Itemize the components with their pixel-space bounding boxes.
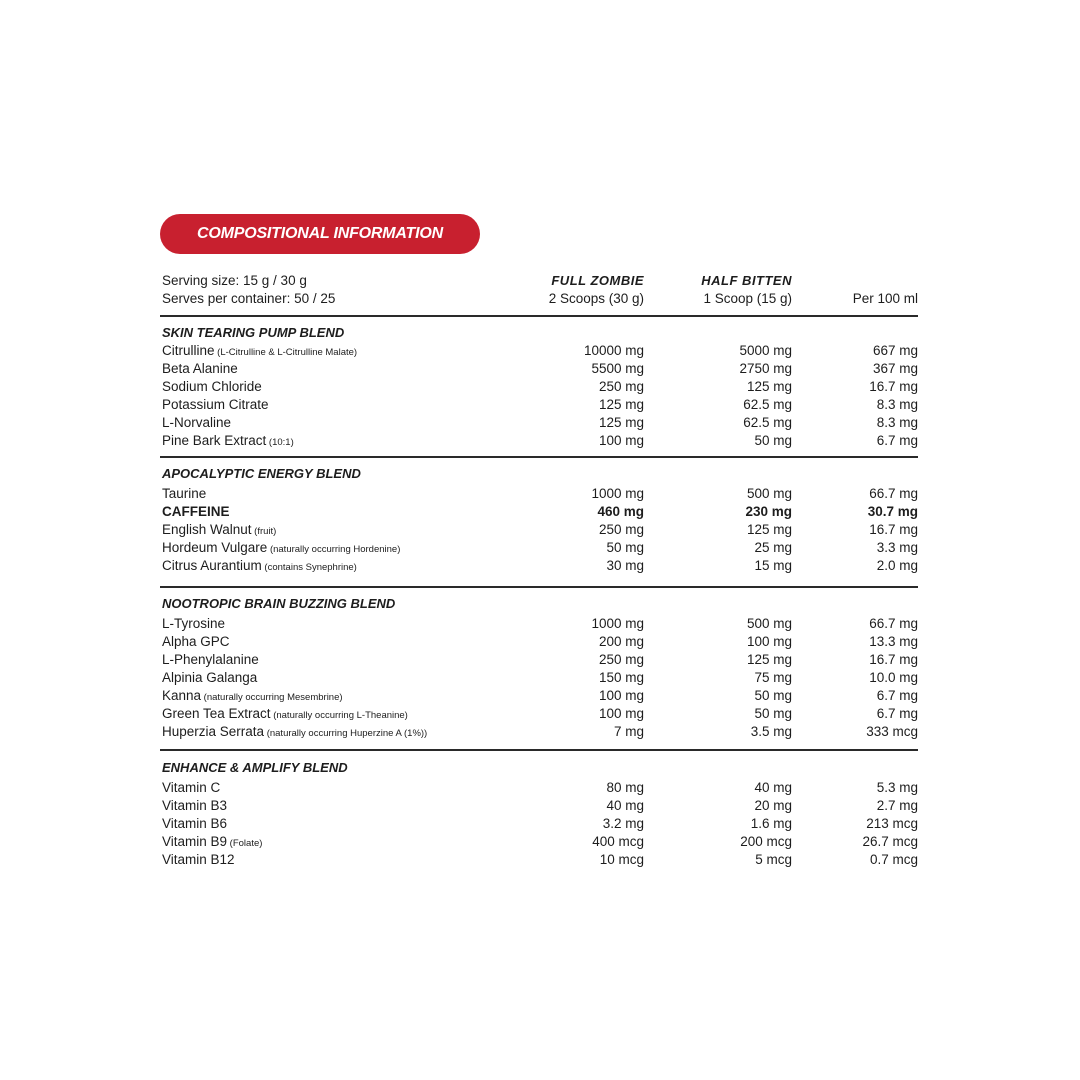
ingredient-name: Kanna (naturally occurring Mesembrine): [162, 688, 343, 703]
column-per-100ml: [853, 272, 918, 308]
half-bitten-value: 62.5 mg: [743, 397, 792, 412]
half-bitten-value: 200 mcg: [740, 834, 792, 849]
half-bitten-value: 20 mg: [754, 798, 792, 813]
full-zombie-value: 5500 mg: [591, 361, 644, 376]
half-bitten-value: 75 mg: [754, 670, 792, 685]
ingredient-name: English Walnut (fruit): [162, 522, 277, 537]
blend-section: [162, 595, 918, 741]
full-zombie-value: 30 mg: [606, 558, 644, 573]
ingredient-row: [162, 485, 918, 503]
half-bitten-value: 15 mg: [754, 558, 792, 573]
ingredient-row: [162, 797, 918, 815]
full-zombie-label: FULL ZOMBIE: [551, 273, 644, 288]
per-100ml-value: 6.7 mg: [876, 688, 918, 703]
ingredient-row: [162, 633, 918, 651]
full-zombie-value: 1000 mg: [591, 616, 644, 631]
ingredient-row: [162, 342, 918, 360]
per-100ml-value: 66.7 mg: [869, 486, 918, 501]
ingredient-note: (L-Citrulline & L-Citrulline Malate): [214, 347, 358, 358]
half-bitten-value: 100 mg: [746, 634, 792, 649]
ingredient-name: Potassium Citrate: [162, 397, 269, 412]
full-zombie-value: 250 mg: [598, 652, 644, 667]
per-100ml-value: 333 mcg: [866, 724, 918, 739]
blend-title: ENHANCE & AMPLIFY BLEND: [162, 760, 348, 775]
half-bitten-value: 50 mg: [754, 706, 792, 721]
per-100ml-value: 2.0 mg: [876, 558, 918, 573]
full-zombie-value: 80 mg: [606, 780, 644, 795]
ingredient-name: L-Norvaline: [162, 415, 232, 430]
half-bitten-value: 40 mg: [754, 780, 792, 795]
full-zombie-value: 400 mcg: [592, 834, 644, 849]
half-bitten-value: 50 mg: [754, 433, 792, 448]
section-divider: [160, 586, 918, 588]
ingredient-row: [162, 360, 918, 378]
per-100ml-value: 6.7 mg: [876, 433, 918, 448]
column-half-bitten: [701, 272, 792, 308]
ingredient-note: (naturally occurring Hordenine): [267, 544, 401, 555]
per-100ml-value: 6.7 mg: [876, 706, 918, 721]
blend-title: APOCALYPTIC ENERGY BLEND: [162, 466, 361, 481]
ingredient-note: (fruit): [251, 526, 277, 537]
ingredient-row: [162, 503, 918, 521]
half-bitten-value: 125 mg: [746, 522, 792, 537]
per-100ml-value: 2.7 mg: [876, 798, 918, 813]
ingredient-row: [162, 851, 918, 869]
per-100ml-value: 16.7 mg: [869, 379, 918, 394]
section-divider: [160, 456, 918, 458]
ingredient-row: [162, 723, 918, 741]
per-100ml-value: 16.7 mg: [869, 652, 918, 667]
ingredient-note: (Folate): [227, 838, 263, 849]
per-100ml-value: 10.0 mg: [869, 670, 918, 685]
half-bitten-serving: 1 Scoop (15 g): [703, 291, 792, 306]
ingredient-name: CAFFEINE: [162, 504, 230, 519]
ingredient-name: Vitamin B6: [162, 816, 228, 831]
section-divider: [160, 315, 918, 317]
ingredient-row: [162, 539, 918, 557]
half-bitten-value: 500 mg: [746, 486, 792, 501]
per-100ml-value: 0.7 mcg: [869, 852, 918, 867]
ingredient-note: (naturally occurring L-Theanine): [270, 710, 408, 721]
per-100ml-value: 367 mg: [872, 361, 918, 376]
full-zombie-value: 3.2 mg: [602, 816, 644, 831]
full-zombie-value: 7 mg: [613, 724, 644, 739]
ingredient-name: Alpinia Galanga: [162, 670, 258, 685]
ingredient-name: L-Phenylalanine: [162, 652, 259, 667]
half-bitten-value: 50 mg: [754, 688, 792, 703]
full-zombie-value: 40 mg: [606, 798, 644, 813]
section-divider: [160, 749, 918, 751]
title-badge: COMPOSITIONAL INFORMATION: [160, 214, 480, 254]
ingredient-note: (naturally occurring Huperzine A (1%)): [264, 728, 428, 739]
ingredient-name: Hordeum Vulgare (naturally occurring Hordenine): [162, 540, 401, 555]
ingredient-row: [162, 779, 918, 797]
half-bitten-value: 125 mg: [746, 652, 792, 667]
ingredient-name: Citrulline (L-Citrulline & L-Citrulline Malate): [162, 343, 358, 358]
ingredient-row: [162, 378, 918, 396]
ingredient-name: Vitamin B9 (Folate): [162, 834, 263, 849]
ingredient-name: Green Tea Extract (naturally occurring L-Theanine): [162, 706, 408, 721]
full-zombie-value: 10000 mg: [583, 343, 644, 358]
ingredient-row: [162, 705, 918, 723]
ingredient-name: Beta Alanine: [162, 361, 238, 376]
ingredient-name: Citrus Aurantium (contains Synephrine): [162, 558, 357, 573]
half-bitten-value: 2750 mg: [739, 361, 792, 376]
per-100ml-value: 8.3 mg: [876, 415, 918, 430]
ingredient-row: [162, 615, 918, 633]
ingredient-row: [162, 687, 918, 705]
blend-title: SKIN TEARING PUMP BLEND: [162, 325, 345, 340]
per-100ml-value: 667 mg: [872, 343, 918, 358]
half-bitten-value: 25 mg: [754, 540, 792, 555]
per-100ml-value: 66.7 mg: [869, 616, 918, 631]
ingredient-name: Alpha GPC: [162, 634, 230, 649]
ingredient-name: Huperzia Serrata (naturally occurring Huperzine A (1%)): [162, 724, 428, 739]
serving-size: Serving size: 15 g / 30 g: [162, 273, 307, 288]
ingredient-row: [162, 833, 918, 851]
ingredient-name: Pine Bark Extract (10:1): [162, 433, 294, 448]
per-100ml-value: 3.3 mg: [876, 540, 918, 555]
full-zombie-value: 150 mg: [598, 670, 644, 685]
ingredient-row: [162, 396, 918, 414]
half-bitten-value: 230 mg: [745, 504, 792, 519]
column-full-zombie: [549, 272, 644, 308]
full-zombie-value: 100 mg: [598, 433, 644, 448]
blend-section: [162, 759, 918, 869]
per-100ml-value: 213 mcg: [866, 816, 918, 831]
full-zombie-value: 50 mg: [606, 540, 644, 555]
per-100ml-value: 5.3 mg: [876, 780, 918, 795]
ingredient-name: Vitamin B12: [162, 852, 235, 867]
per-100ml-value: 16.7 mg: [869, 522, 918, 537]
half-bitten-value: 500 mg: [746, 616, 792, 631]
blend-section: [162, 324, 918, 450]
ingredient-name: Vitamin C: [162, 780, 221, 795]
half-bitten-value: 5 mcg: [755, 852, 792, 867]
per-100ml-value: 13.3 mg: [869, 634, 918, 649]
half-bitten-value: 125 mg: [746, 379, 792, 394]
per-100ml-label: Per 100 ml: [852, 291, 918, 306]
serves-per-container: Serves per container: 50 / 25: [162, 291, 336, 306]
per-100ml-value: 26.7 mcg: [862, 834, 918, 849]
per-100ml-value: 8.3 mg: [876, 397, 918, 412]
full-zombie-value: 100 mg: [598, 706, 644, 721]
per-100ml-value: 30.7 mg: [867, 504, 918, 519]
ingredient-row: [162, 669, 918, 687]
ingredient-row: [162, 521, 918, 539]
ingredient-row: [162, 815, 918, 833]
full-zombie-value: 10 mcg: [599, 852, 644, 867]
ingredient-row: [162, 432, 918, 450]
ingredient-note: (10:1): [266, 437, 294, 448]
ingredient-name: Sodium Chloride: [162, 379, 262, 394]
half-bitten-label: HALF BITTEN: [701, 273, 792, 288]
ingredient-row: [162, 651, 918, 669]
full-zombie-value: 200 mg: [598, 634, 644, 649]
blend-title: NOOTROPIC BRAIN BUZZING BLEND: [162, 596, 396, 611]
full-zombie-value: 250 mg: [598, 522, 644, 537]
full-zombie-value: 125 mg: [598, 415, 644, 430]
ingredient-row: [162, 414, 918, 432]
full-zombie-value: 125 mg: [598, 397, 644, 412]
ingredient-row: [162, 557, 918, 575]
full-zombie-value: 1000 mg: [591, 486, 644, 501]
ingredient-name: Taurine: [162, 486, 207, 501]
half-bitten-value: 3.5 mg: [750, 724, 792, 739]
full-zombie-serving: 2 Scoops (30 g): [548, 291, 644, 306]
ingredient-name: L-Tyrosine: [162, 616, 226, 631]
ingredient-note: (contains Synephrine): [261, 562, 357, 573]
full-zombie-value: 460 mg: [597, 504, 644, 519]
serving-info: [162, 272, 335, 308]
half-bitten-value: 5000 mg: [739, 343, 792, 358]
full-zombie-value: 250 mg: [598, 379, 644, 394]
ingredient-name: Vitamin B3: [162, 798, 228, 813]
blend-section: [162, 465, 918, 575]
half-bitten-value: 1.6 mg: [750, 816, 792, 831]
half-bitten-value: 62.5 mg: [743, 415, 792, 430]
ingredient-note: (naturally occurring Mesembrine): [201, 692, 343, 703]
full-zombie-value: 100 mg: [598, 688, 644, 703]
